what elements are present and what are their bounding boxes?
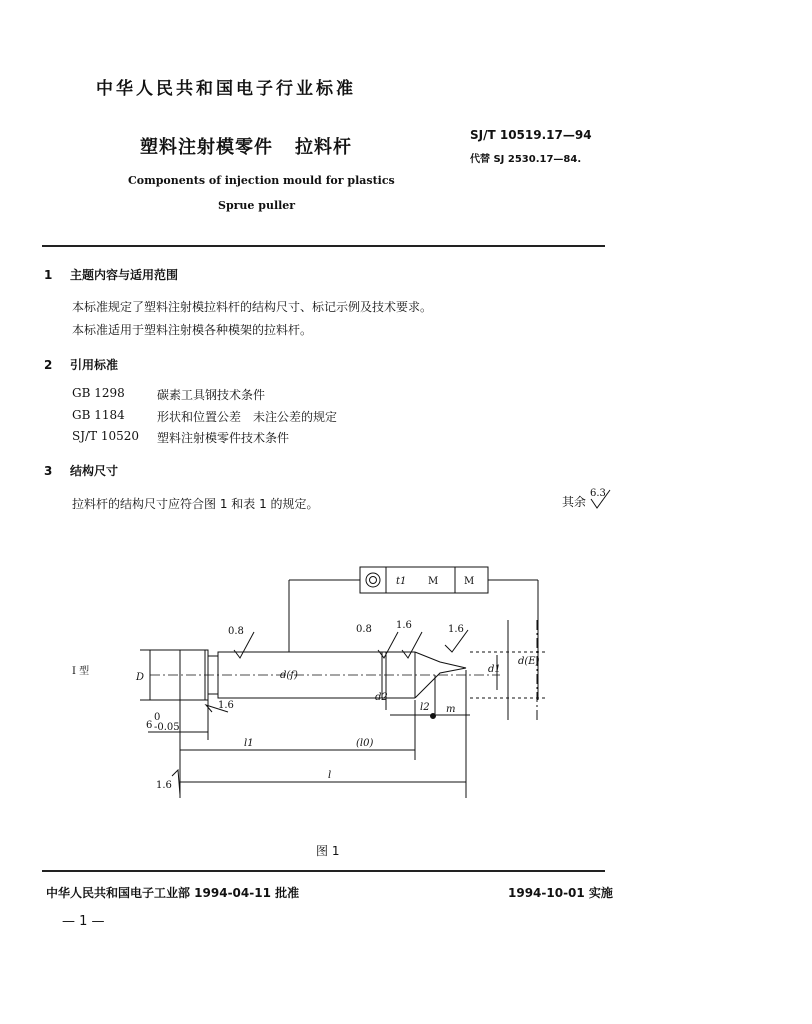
dim-d1: d1 bbox=[488, 664, 501, 675]
dim-dE: d(E) bbox=[518, 656, 540, 667]
dim-head-tol-low: -0.05 bbox=[154, 722, 180, 733]
header-rule bbox=[42, 245, 605, 247]
dim-m: m bbox=[446, 704, 456, 715]
frame-mmc-1: M bbox=[428, 576, 439, 587]
roughness-value: 1.6 bbox=[396, 620, 412, 631]
dim-head-tol-up: 0 bbox=[154, 712, 161, 723]
ref-code: GB 1298 bbox=[72, 386, 125, 400]
section-1-para-2: 本标准适用于塑料注射模各种模架的拉料杆。 bbox=[72, 323, 313, 337]
standard-title bbox=[140, 133, 352, 159]
issuing-body: 中华人民共和国电子行业标准 bbox=[96, 79, 356, 99]
title-part-2: 拉料杆 bbox=[295, 137, 352, 158]
section-title: 结构尺寸 bbox=[70, 464, 119, 478]
roughness-value: 0.8 bbox=[356, 624, 372, 635]
section-number: 3 bbox=[44, 464, 53, 478]
type-label: I 型 bbox=[72, 666, 90, 677]
english-subtitle: Sprue puller bbox=[218, 199, 296, 212]
section-number: 1 bbox=[44, 268, 53, 282]
dim-l: l bbox=[328, 770, 332, 781]
ref-name: 碳素工具钢技术条件 bbox=[157, 388, 266, 402]
section-3-heading bbox=[44, 462, 118, 479]
frame-tolerance: t1 bbox=[396, 576, 407, 587]
english-title: Components of injection mould for plastics bbox=[128, 174, 395, 187]
roughness-note-label: 其余 bbox=[562, 495, 587, 509]
section-title: 主题内容与适用范围 bbox=[70, 268, 179, 282]
dim-l1: l1 bbox=[244, 738, 254, 749]
approval-line: 中华人民共和国电子工业部 1994-04-11 批准 bbox=[46, 886, 300, 900]
dim-l0: (l0) bbox=[356, 738, 374, 749]
sprue-puller-drawing bbox=[0, 560, 812, 840]
dim-d2: d2 bbox=[375, 692, 388, 703]
replaces-standard: 代替 SJ 2530.17—84. bbox=[470, 154, 582, 165]
section-1-heading bbox=[44, 266, 178, 283]
dim-l2: l2 bbox=[420, 702, 430, 713]
roughness-value: 0.8 bbox=[228, 626, 244, 637]
implementation-date: 1994-10-01 实施 bbox=[508, 886, 613, 900]
roughness-symbol-icon bbox=[588, 486, 616, 514]
frame-mmc-2: M bbox=[464, 576, 475, 587]
section-number: 2 bbox=[44, 358, 53, 372]
figure-caption: 图 1 bbox=[316, 844, 340, 858]
section-1-para-1: 本标准规定了塑料注射模拉料杆的结构尺寸、标记示例及技术要求。 bbox=[72, 300, 433, 314]
footer-rule bbox=[42, 870, 605, 872]
roughness-value: 1.6 bbox=[448, 624, 464, 635]
standard-number: SJ/T 10519.17—94 bbox=[470, 128, 592, 142]
ref-name: 形状和位置公差 未注公差的规定 bbox=[157, 410, 338, 424]
roughness-note-value: 6.3 bbox=[590, 488, 606, 499]
section-3-para-1: 拉料杆的结构尺寸应符合图 1 和表 1 的规定。 bbox=[72, 497, 319, 511]
dim-dE-inner: d(f) bbox=[280, 670, 298, 681]
roughness-value: 1.6 bbox=[156, 780, 172, 791]
section-2-heading bbox=[44, 356, 118, 373]
dim-head-thickness: 6 bbox=[146, 720, 153, 731]
roughness-note bbox=[562, 493, 586, 510]
title-part-1: 塑料注射模零件 bbox=[140, 137, 273, 158]
dim-D: D bbox=[136, 672, 145, 683]
ref-name: 塑料注射模零件技术条件 bbox=[157, 431, 290, 445]
page-number: — 1 — bbox=[62, 914, 105, 929]
ref-code: GB 1184 bbox=[72, 408, 125, 422]
section-title: 引用标准 bbox=[70, 358, 119, 372]
ref-code: SJ/T 10520 bbox=[72, 429, 140, 443]
roughness-value: 1.6 bbox=[218, 700, 234, 711]
